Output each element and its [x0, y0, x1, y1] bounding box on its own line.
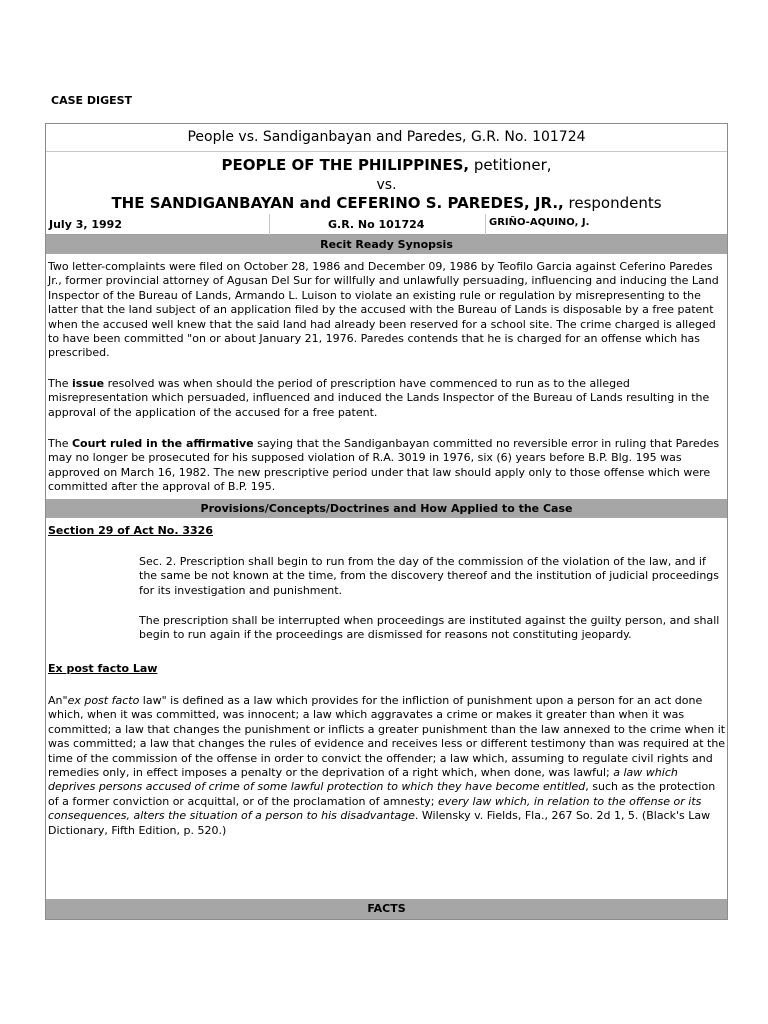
case-digest-label: CASE DIGEST: [51, 94, 133, 107]
recit-ready-header: Recit Ready Synopsis: [46, 235, 727, 254]
synopsis-paragraph-1: Two letter-complaints were filed on October 28, 1986 and December 09, 1986 by Teofilo Garcia against Ceferino Paredes Jr., former provincial attorney of Agusan Del Sur for willfully and unlawfully persuading, influencing and inducing the Land Inspector of the Bureau of Lands, Armando L. Luison to violate an existing rule or regulation by misrepresenting to the latter that the land subject of an application filed by the accused with the Bureau of Lands is disposable by a free patent when the accused well knew that the said land had already been reserved for a school site. The crime charged is alleged to have been committed "on or about January 21, 1976. Paredes contends that he is charged for an offense which has prescribed.: [48, 260, 719, 360]
text-span: saying that the Sandiganbayan committed no reversible error in ruling that Paredes may no longer be prosecuted for his supposed violation of R.A. 3019 in 1976, six (6) years before B.P. Blg. 195 was approved on March 16, 1982. The new prescriptive period under that law should apply only to those offense which were committed after the approval of B.P. 195.: [48, 437, 720, 494]
sec2-paragraph-2: The prescription shall be interrupted when proceedings are instituted against the guilty person, and shall begin to run again if the proceedings are dismissed for reasons not constituting jeopardy.: [139, 614, 720, 642]
facts-header: FACTS: [46, 899, 727, 919]
ex-post-facto-heading: Ex post facto Law: [48, 662, 158, 675]
text-span: An": [48, 694, 68, 707]
petitioner-line: [46, 155, 727, 175]
text-span: law" is defined as a law which provides for the infliction of punishment upon a person for an act done which, when it was committed, was innocent; a law which aggravates a crime or makes it greater than when it was committed; a law that changes the punishment or inflicts a greater punishment than the law annexed to the crime when it was committed; a law that changes the rules of evidence and receives less or different testimony than was required at the time of the commission of the offense in order to convict the offender; a law which, assuming to regulate civil rights and remedies only, in effect imposes a penalty or the deprivation of a right which, when done, was lawful;: [48, 694, 726, 780]
digest-table: [45, 123, 728, 920]
case-citation: People vs. Sandiganbayan and Paredes, G.R. No. 101724: [46, 124, 727, 152]
case-ponente: GRIÑO-AQUINO, J.: [489, 217, 590, 228]
italic-term: ex post facto: [67, 694, 140, 707]
synopsis-paragraph-2: [48, 377, 728, 420]
petitioner-name: PEOPLE OF THE PHILIPPINES,: [221, 156, 470, 174]
sec2-paragraph-1: Sec. 2. Prescription shall begin to run from the day of the commission of the violation of the law, and if the same be not known at the time, from the discovery thereof and the institution of judicial proceedings for its investigation and punishment.: [139, 555, 720, 597]
issue-emphasis: issue: [71, 377, 105, 390]
petitioner-role: petitioner,: [469, 156, 552, 174]
case-date: July 3, 1992: [46, 214, 270, 235]
text-span: . Wilensky v. Fields, Fla., 267 So. 2d 1, 5. (Black's Law Dictionary, Fifth Edition, p. 520.): [48, 809, 711, 837]
ex-post-facto-definition: [48, 694, 728, 838]
respondent-line: [46, 193, 727, 213]
text-span: resolved was when should the period of prescription have commenced to run as to the alleged misrepresentation which persuaded, influenced and induced the Lands Inspector of the Bureau of Lands resulting in the approval of the application of the accused for a free patent.: [48, 377, 710, 419]
provisions-header: Provisions/Concepts/Doctrines and How Applied to the Case: [46, 499, 727, 518]
respondent-role: respondents: [563, 194, 662, 212]
ruling-emphasis: Court ruled in the affirmative: [71, 437, 254, 450]
italic-clause: a law which deprives persons accused of crime of some lawful protection to which they have become entitled: [48, 766, 678, 794]
text-span: The: [48, 377, 72, 390]
text-span: , such as the protection of a former conviction or acquittal, or of the proclamation of amnesty;: [48, 780, 716, 808]
section-29-heading: Section 29 of Act No. 3326: [48, 524, 213, 537]
case-info-row: [46, 214, 727, 235]
synopsis-paragraph-3: [48, 437, 728, 495]
case-gr-number: G.R. No 101724: [270, 214, 486, 235]
italic-clause: every law which, in relation to the offense or its consequences, alters the situation of a person to his disadvantage: [48, 794, 702, 823]
versus-text: vs.: [376, 177, 397, 193]
text-span: The: [48, 437, 72, 450]
respondent-name: THE SANDIGANBAYAN and CEFERINO S. PAREDES, JR.,: [111, 194, 564, 212]
